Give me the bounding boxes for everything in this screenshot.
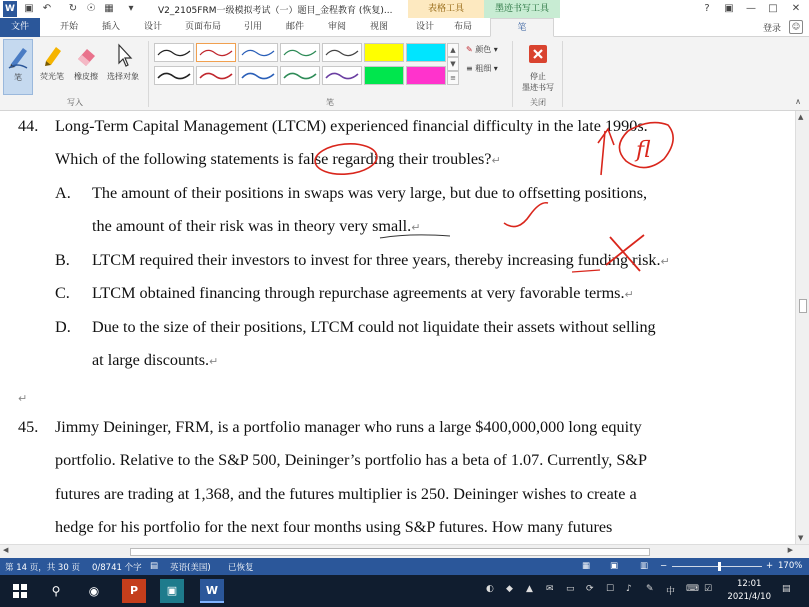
color-dropdown[interactable] <box>466 44 498 55</box>
volume-icon[interactable]: ♪ <box>626 584 632 594</box>
stop-inking-icon <box>525 41 551 69</box>
pen-stroke-icon <box>239 67 277 84</box>
color-label: 颜色 <box>475 45 492 54</box>
title-bar <box>0 0 809 18</box>
ribbon-tabs <box>0 18 809 37</box>
tab-table-design[interactable]: 设计 <box>415 22 434 32</box>
q44-option-c-letter: C. <box>55 284 70 302</box>
q44-option-c-line1 <box>92 284 634 303</box>
pen-stroke-icon <box>155 67 193 84</box>
powerpoint-app-icon[interactable]: P <box>122 579 146 603</box>
chevron-down-icon: ▾ <box>493 64 498 73</box>
context-label-ink-tools: 墨迹书写工具 <box>484 0 560 18</box>
recovered-indicator: 已恢复 <box>228 563 254 573</box>
ink-handwritten-text: fl <box>636 138 651 163</box>
paragraph-mark: ↵ <box>209 355 219 368</box>
q44-option-a-line2-text: the amount of their risk was in theory very small. <box>92 217 412 235</box>
pen-stroke-icon <box>197 44 235 61</box>
touch-mode-icon[interactable]: ☉ <box>86 3 96 14</box>
highlighter-style-green[interactable] <box>364 66 404 85</box>
help-button[interactable]: ? <box>704 3 710 14</box>
login-link[interactable]: 登录 <box>762 24 781 34</box>
zoom-out-button[interactable]: − <box>660 561 668 571</box>
windows-taskbar <box>0 575 809 607</box>
q45-stem-line3: futures are trading at 1,368, and the futures multiplier is 250. Deininger wishes to create a <box>55 485 637 503</box>
q44-option-b-text: LTCM required their investors to invest for three years, thereby increasing funding risk. <box>92 251 661 269</box>
vertical-scrollbar[interactable] <box>795 111 809 544</box>
zoom-slider-track[interactable] <box>672 566 762 567</box>
scroll-down-icon[interactable]: ▼ <box>798 534 804 542</box>
q44-option-a-letter: A. <box>55 184 71 202</box>
minimize-button[interactable]: — <box>746 3 756 14</box>
account-icon[interactable]: ☺ <box>789 20 803 34</box>
read-mode-icon[interactable]: ▦ <box>582 561 591 571</box>
ribbon-separator <box>148 41 149 107</box>
clock-date: 2021/4/10 <box>727 592 771 602</box>
battery-icon[interactable]: ▭ <box>566 584 575 594</box>
checkbox-tray-icon[interactable]: ☑ <box>704 584 713 594</box>
page-count[interactable]: 第 14 页，共 30 页 <box>5 563 80 573</box>
scroll-right-icon[interactable]: ▶ <box>787 546 793 554</box>
tab-design[interactable]: 设计 <box>143 22 162 32</box>
pen-stroke-icon <box>323 67 361 84</box>
highlighter-style-cyan[interactable] <box>406 43 446 62</box>
eraser-icon <box>73 41 99 69</box>
q45-stem-line2: portfolio. Relative to the S&P 500, Deininger’s portfolio has a beta of 1.07. Currently, S&P <box>55 451 647 469</box>
q44-option-b-line1 <box>92 251 670 270</box>
pen-style-blue[interactable] <box>238 43 278 62</box>
spellcheck-icon[interactable]: ▤ <box>150 561 159 571</box>
ribbon-pen <box>0 37 809 111</box>
zoom-in-button[interactable]: + <box>766 561 774 571</box>
stop-inking-label-2: 墨迹书写 <box>522 83 554 92</box>
weight-label: 粗细 <box>475 64 492 73</box>
empty-paragraph-mark: ↵ <box>18 392 28 405</box>
q44-stem-line1: Long-Term Capital Management (LTCM) experienced financial difficulty in the late 1990s. <box>55 117 648 135</box>
ink-check-mark <box>504 203 548 227</box>
pen-style-dark[interactable] <box>322 43 362 62</box>
zoom-slider-thumb[interactable] <box>718 562 721 571</box>
customize-toolbar-icon[interactable]: ▾ <box>128 3 134 14</box>
tab-home[interactable]: 开始 <box>59 22 78 32</box>
ribbon-display-button[interactable]: ▣ <box>724 3 734 14</box>
pen-style-blue-2[interactable] <box>238 66 278 85</box>
save-icon[interactable]: ▣ <box>24 3 34 14</box>
close-group-label: 关闭 <box>530 98 546 107</box>
highlighter-icon <box>39 41 65 69</box>
tab-review[interactable]: 审阅 <box>327 22 346 32</box>
eraser-button[interactable] <box>70 39 102 95</box>
color-icon: ✎ <box>466 45 473 54</box>
close-button[interactable]: ✕ <box>791 3 801 14</box>
scroll-up-icon[interactable]: ▲ <box>798 113 804 121</box>
q44-option-d-letter: D. <box>55 318 71 336</box>
context-label-table-tools: 表格工具 <box>408 0 484 18</box>
highlighter-style-yellow[interactable] <box>364 43 404 62</box>
ink-strike <box>572 270 600 272</box>
zoom-level[interactable]: 170% <box>778 561 803 571</box>
tray-app-icon[interactable]: ▲ <box>526 584 533 594</box>
paragraph-mark: ↵ <box>624 288 634 301</box>
obs-app-icon[interactable]: ◉ <box>88 584 100 598</box>
undo-icon[interactable]: ↶ <box>42 3 52 14</box>
paragraph-mark: ↵ <box>491 154 501 167</box>
pen-style-green[interactable] <box>280 43 320 62</box>
q44-option-d-line1: Due to the size of their positions, LTCM could not liquidate their assets without selling <box>92 318 656 336</box>
pen-stroke-icon <box>323 44 361 61</box>
tray-app-icon[interactable]: ◐ <box>486 584 494 594</box>
tab-layout[interactable]: 页面布局 <box>184 22 221 32</box>
tab-pen[interactable]: 笔 <box>490 18 554 37</box>
stop-inking-button[interactable] <box>517 39 559 95</box>
q44-option-d-line2-text: at large discounts. <box>92 351 210 369</box>
chevron-down-icon: ▾ <box>493 45 498 54</box>
q44-option-a-line2 <box>92 217 420 236</box>
weight-dropdown[interactable] <box>466 63 498 74</box>
gallery-scroll-up[interactable]: ▲ <box>447 43 459 57</box>
highlighter-button[interactable] <box>36 39 68 95</box>
language-indicator[interactable]: 英语(美国) <box>170 563 211 573</box>
tab-insert[interactable]: 插入 <box>101 22 120 32</box>
write-group-label: 写入 <box>67 98 83 107</box>
pen-label: 笔 <box>14 73 22 82</box>
tab-file[interactable]: 文件 <box>0 18 40 37</box>
word-logo-icon: W <box>3 1 17 17</box>
horizontal-scrollbar[interactable] <box>0 544 809 558</box>
gallery-more-button[interactable]: ≡ <box>447 71 459 85</box>
highlighter-style-magenta[interactable] <box>406 66 446 85</box>
line-weight-icon: ≡ <box>466 64 473 73</box>
q45-stem-line1: Jimmy Deininger, FRM, is a portfolio manager who runs a large $400,000,000 long equity <box>55 418 642 436</box>
system-clock[interactable] <box>727 578 771 604</box>
pen-stroke-icon <box>155 44 193 61</box>
tab-view[interactable]: 视图 <box>369 22 388 32</box>
tab-mailings[interactable]: 邮件 <box>285 22 304 32</box>
pen-stroke-icon <box>281 67 319 84</box>
tray-app-icon[interactable]: ◆ <box>506 584 513 594</box>
pen-workspace-icon[interactable]: ✎ <box>646 584 654 594</box>
windows-start-icon[interactable] <box>8 579 32 603</box>
pen-stroke-icon <box>281 44 319 61</box>
ime-indicator[interactable]: 中 <box>666 587 676 597</box>
network-icon[interactable]: ☐ <box>606 584 615 594</box>
horizontal-scroll-thumb[interactable] <box>130 548 650 556</box>
cursor-arrow-icon <box>110 41 136 69</box>
web-layout-icon[interactable]: ▥ <box>640 561 649 571</box>
status-bar <box>0 558 809 575</box>
q44-number: 44. <box>18 117 39 135</box>
window-title: V2_2105FRM一级模拟考试（一）题目_金程教育 (恢复)... <box>158 6 393 16</box>
maximize-button[interactable]: □ <box>768 3 778 14</box>
q44-option-c-text: LTCM obtained financing through repurchase agreements at very favorable terms. <box>92 284 625 302</box>
insert-table-icon[interactable]: ▦ <box>104 3 114 14</box>
pen-icon <box>5 42 31 70</box>
pen-style-black[interactable] <box>154 43 194 62</box>
scroll-left-icon[interactable]: ◀ <box>3 546 9 554</box>
print-layout-icon[interactable]: ▣ <box>610 561 619 571</box>
stop-inking-label-1: 停止 <box>530 72 546 81</box>
word-app-icon[interactable]: W <box>200 579 224 603</box>
wechat-icon[interactable]: ✉ <box>546 584 554 594</box>
select-objects-label: 选择对象 <box>107 72 139 81</box>
notification-icon[interactable]: ▤ <box>782 584 791 594</box>
ribbon-separator <box>512 41 513 107</box>
pens-group-label: 笔 <box>326 98 334 107</box>
windows-logo-icon <box>13 584 27 598</box>
q44-option-a-line1: The amount of their positions in swaps was very large, but due to offsetting positions, <box>92 184 648 202</box>
tab-references[interactable]: 引用 <box>243 22 262 32</box>
redo-icon[interactable]: ↻ <box>68 3 78 14</box>
q44-option-b-letter: B. <box>55 251 70 269</box>
gallery-scroll-down[interactable]: ▼ <box>447 57 459 71</box>
pen-stroke-icon <box>239 44 277 61</box>
pen-style-purple[interactable] <box>322 66 362 85</box>
q45-stem-line4: hedge for his portfolio for the next four months using S&P futures. How many futures <box>55 518 613 536</box>
search-icon[interactable]: ⚲ <box>51 584 61 598</box>
vertical-scroll-thumb[interactable] <box>799 299 807 313</box>
pen-style-red-2[interactable] <box>196 66 236 85</box>
pen-tool-button[interactable] <box>3 39 33 95</box>
pen-style-red[interactable] <box>196 43 236 62</box>
q45-number: 45. <box>18 418 39 436</box>
pen-style-black-2[interactable] <box>154 66 194 85</box>
select-objects-button[interactable] <box>102 39 144 95</box>
sync-icon[interactable]: ⟳ <box>586 584 594 594</box>
clock-time: 12:01 <box>736 579 762 589</box>
word-count[interactable]: 0/8741 个字 <box>92 563 142 573</box>
highlighter-label: 荧光笔 <box>40 72 64 81</box>
tab-table-layout[interactable]: 布局 <box>453 22 472 32</box>
q44-option-d-line2 <box>92 351 218 370</box>
eraser-label: 橡皮擦 <box>74 72 98 81</box>
q44-stem-line2 <box>55 150 501 169</box>
pen-stroke-icon <box>197 67 235 84</box>
keyboard-icon[interactable]: ⌨ <box>686 584 699 594</box>
pen-style-green-2[interactable] <box>280 66 320 85</box>
paragraph-mark: ↵ <box>660 255 670 268</box>
collapse-ribbon-icon[interactable]: ∧ <box>795 97 801 106</box>
paragraph-mark: ↵ <box>411 221 421 234</box>
ribbon-separator <box>562 41 563 107</box>
app-icon-green[interactable]: ▣ <box>160 579 184 603</box>
q44-stem-line2-text: Which of the following statements is false regarding their troubles? <box>55 150 492 168</box>
document-area[interactable] <box>0 111 795 544</box>
